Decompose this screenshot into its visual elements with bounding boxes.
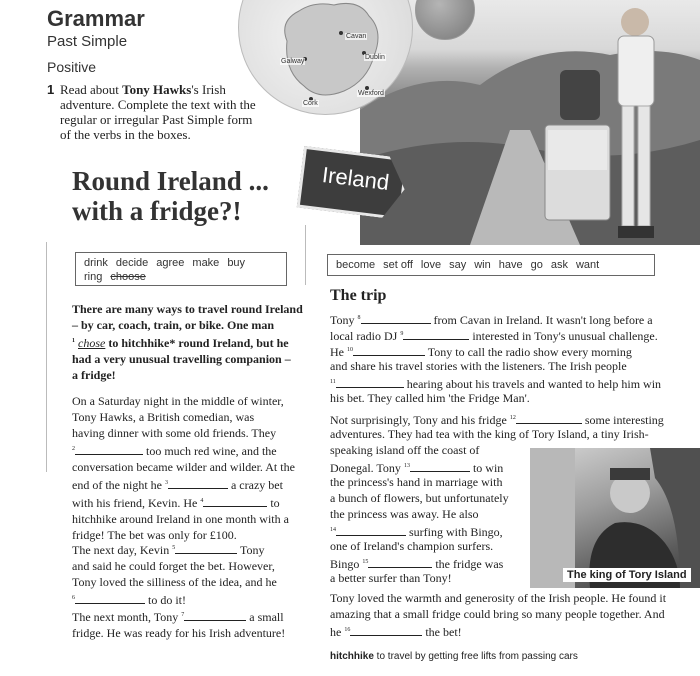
paragraph-2: The next day, Kevin $^5$ Tony and said he could forget the bet. However, Tony loved the silliness of the idea, and he $^6$ to do it! xyxy=(72,543,277,607)
photo-caption: The king of Tory Island xyxy=(563,568,691,582)
trip-line-6: his bet. They called him 'the Fridge Man'. xyxy=(330,391,530,405)
answer-blank-3[interactable] xyxy=(168,478,228,489)
trip-line-15: one of Ireland's champion surfers. xyxy=(330,539,494,553)
column-divider xyxy=(305,225,306,285)
trip-line-7: Not surprisingly, Tony and his fridge $^{12}$ some interesting xyxy=(330,413,664,427)
trip-line-19: amazing that a small fridge could bring so many people together. And xyxy=(330,607,665,621)
exercise-number: 1 xyxy=(47,82,55,97)
trip-line-14: $^{14}$ surfing with Bingo, xyxy=(330,525,503,539)
trip-line-1: Tony $^8$ from Cavan in Ireland. It wasn't long before a xyxy=(330,313,653,327)
map-label-cork: Cork xyxy=(303,100,318,107)
answer-blank-2[interactable] xyxy=(75,444,143,455)
map-label-cavan: Cavan xyxy=(346,33,367,40)
verb-box-1: drink decide agree make buy ring choose xyxy=(75,252,287,286)
answer-blank-6[interactable] xyxy=(75,593,145,604)
answer-blank-7[interactable] xyxy=(184,610,246,621)
trip-line-3: He $^{10}$ Tony to call the radio show every morning xyxy=(330,345,632,359)
example-answer: chose xyxy=(78,336,106,350)
trip-line-17: a better surfer than Tony! xyxy=(330,571,452,585)
king-of-tory-island-photo xyxy=(530,448,700,588)
article-intro: There are many ways to travel round Ireland – by car, coach, train, or bike. One man $^1$ chose to hitchhike* round Ireland, but he had a very unusual travelling companion – a fridge! xyxy=(72,302,303,382)
trip-line-9: speaking island off the coast of xyxy=(330,443,480,457)
article-title: Round Ireland ... with a fridge?! xyxy=(72,166,269,226)
paragraph-1: On a Saturday night in the middle of winter, Tony Hawks, a British comedian, was having dinner with some old friends. They $^2$ too much red wine, and the conversation became wilder and wilder. At the end of the night he $^3$ a crazy bet with his friend, Kevin. He $^4$ to hitchhike around Ireland in one month with a fridge! The bet was only for £100. xyxy=(72,394,295,542)
sign-text: Ireland xyxy=(320,161,391,196)
answer-blank-9[interactable] xyxy=(403,329,469,340)
trip-line-11: the princess's hand in marriage with xyxy=(330,475,503,489)
exercise-instruction: Read about Tony Hawks's Irish adventure. Complete the text with the regular or irregular Past Simple form of the verbs in the boxes. xyxy=(60,82,256,142)
trip-line-8: adventures. They had tea with the king of Tory Island, a tiny Irish- xyxy=(330,427,649,441)
answer-blank-14[interactable] xyxy=(336,525,406,536)
answer-blank-12[interactable] xyxy=(516,413,582,424)
answer-blank-10[interactable] xyxy=(353,345,425,356)
answer-blank-13[interactable] xyxy=(410,461,470,472)
map-label-wexford: Wexford xyxy=(358,90,384,97)
left-margin-rule xyxy=(46,242,47,472)
paragraph-3: The next month, Tony $^7$ a small fridge. He was ready for his Irish adventure! xyxy=(72,610,286,640)
trip-line-5: $^{11}$ hearing about his travels and wanted to help him win xyxy=(330,377,662,391)
answer-blank-15[interactable] xyxy=(368,557,432,568)
section-heading: Grammar xyxy=(47,6,145,31)
map-label-galway: Galway xyxy=(281,58,305,65)
subtopic-heading: Positive xyxy=(47,59,97,75)
verb-box-2: become set off love say win have go ask want xyxy=(327,254,655,276)
trip-line-2: local radio DJ $^9$ interested in Tony's unusual challenge. xyxy=(330,329,658,343)
trip-line-4: and share his travel stories with the listeners. The Irish people xyxy=(330,359,627,373)
trip-line-16: Bingo $^{15}$ the fridge was xyxy=(330,557,504,571)
trip-line-20: he $^{16}$ the bet! xyxy=(330,625,462,639)
topic-heading: Past Simple xyxy=(47,33,128,50)
answer-blank-5[interactable] xyxy=(175,543,237,554)
answer-blank-16[interactable] xyxy=(350,625,422,636)
trip-line-13: the princess was away. He also xyxy=(330,507,479,521)
map-label-dublin: Dublin xyxy=(365,54,385,61)
glossary-note: hitchhike to travel by getting free lifts from passing cars xyxy=(330,651,578,662)
trip-line-18: Tony loved the warmth and generosity of the Irish people. He found it xyxy=(330,591,667,605)
answer-blank-11[interactable] xyxy=(336,377,404,388)
trip-line-12: a bunch of flowers, but unfortunately xyxy=(330,491,509,505)
trip-heading: The trip xyxy=(330,287,387,304)
trip-line-10: Donegal. Tony $^{13}$ to win xyxy=(330,461,504,475)
answer-blank-4[interactable] xyxy=(203,496,267,507)
answer-blank-8[interactable] xyxy=(361,313,431,324)
